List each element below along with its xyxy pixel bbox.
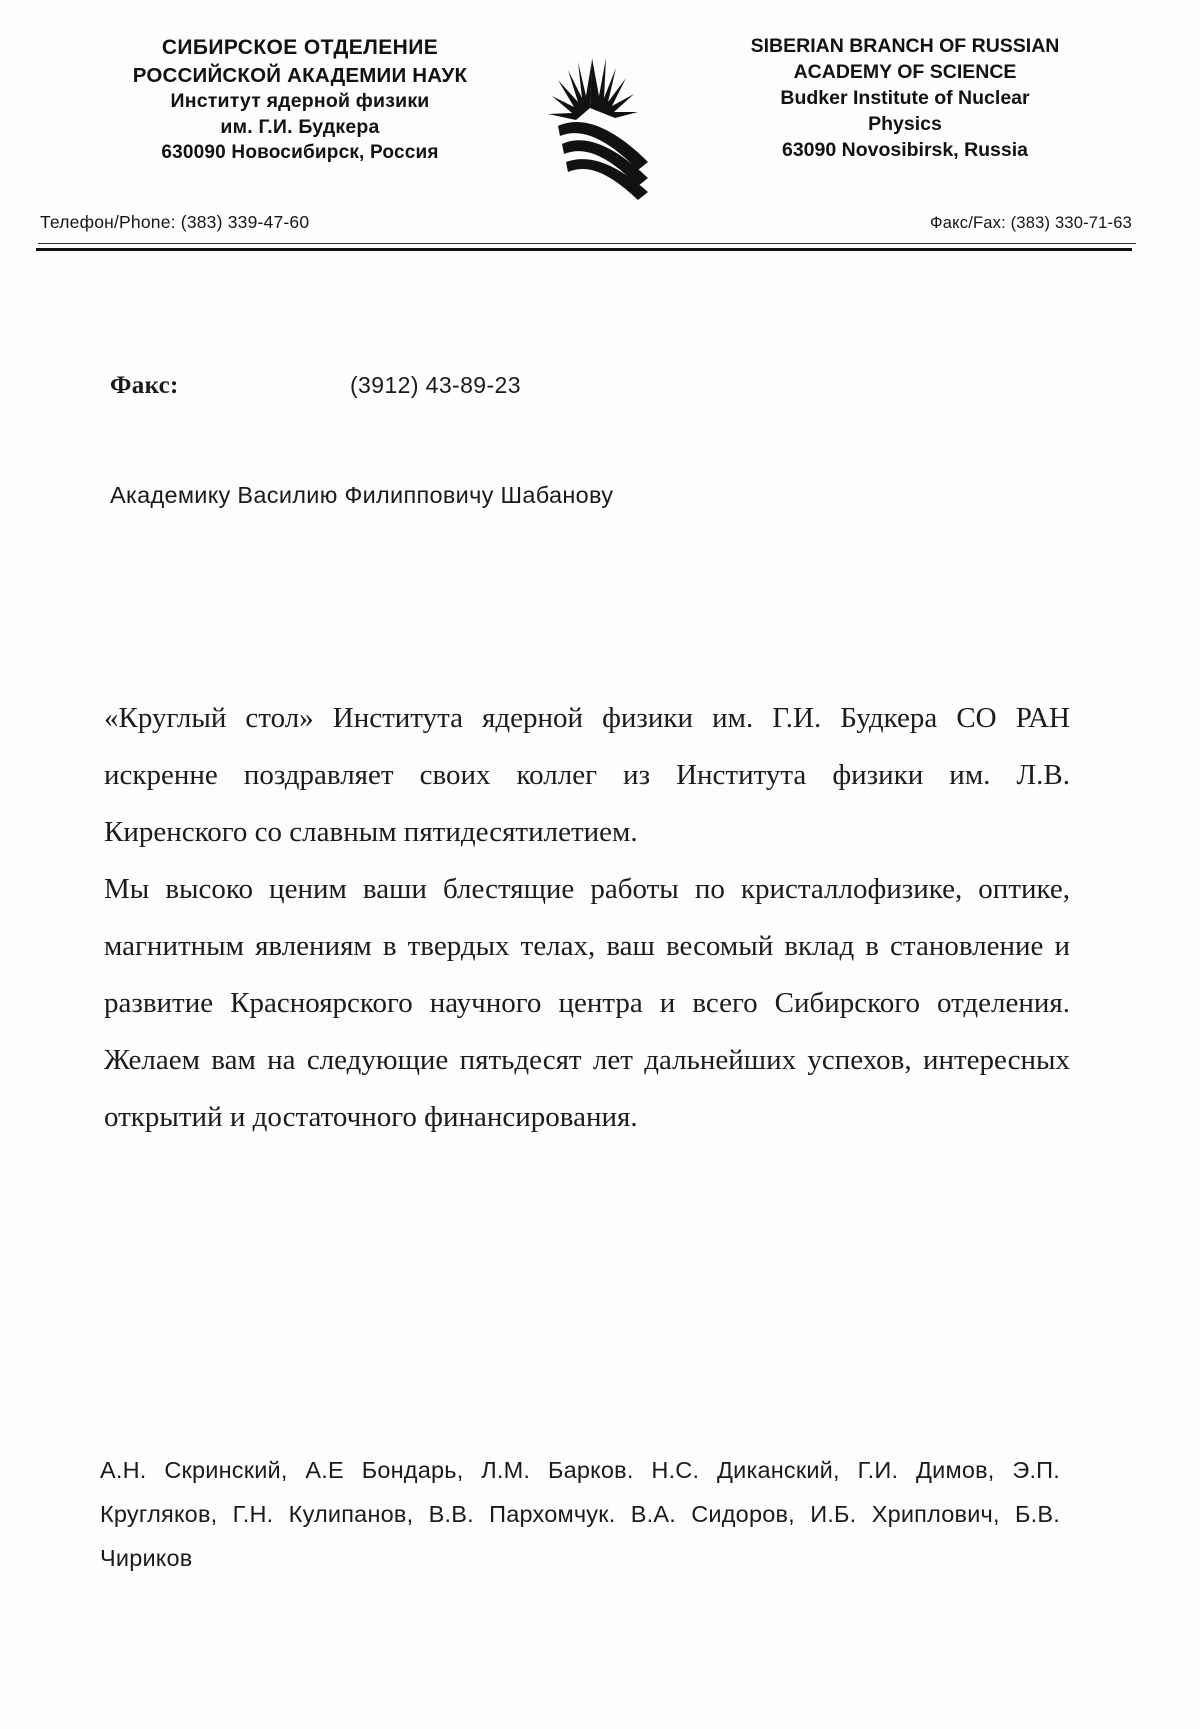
header-rule-thick	[36, 248, 1132, 251]
letterhead-ru-line4: им. Г.И. Будкера	[220, 115, 380, 138]
fax-label: Факс:	[110, 372, 179, 399]
letterhead-en-line1: SIBERIAN BRANCH OF RUSSIAN	[750, 35, 1060, 57]
letterhead-en-line5: 63090 Novosibirsk, Russia	[781, 138, 1029, 161]
header-rule-thin	[38, 243, 1136, 244]
letterhead-english	[680, 34, 1140, 164]
addressee-line: Академику Василию Филипповичу Шабанову	[110, 482, 614, 508]
letter-body	[104, 690, 1070, 1146]
letterhead-russian	[60, 34, 510, 165]
letterhead-ru-line2: РОССИЙСКОЙ АКАДЕМИИ НАУК	[132, 63, 468, 87]
institute-logo	[510, 34, 680, 200]
letterhead-ru-line1: СИБИРСКОЕ ОТДЕЛЕНИЕ	[161, 36, 439, 59]
fax-block	[110, 372, 521, 400]
letterhead-en-line3: Budker Institute of Nuclear	[780, 86, 1030, 109]
letterhead-ru-line5: 630090 Новосибирск, Россия	[161, 142, 439, 164]
body-paragraph-1: «Круглый стол» Института ядерной физики им. Г.И. Будкера СО РАН искренне поздравляет своих коллег из Института физики им. Л.В. Киренского со славным пятидесятилетием.	[104, 702, 1070, 848]
letterhead-ru-line3: Институт ядерной физики	[170, 89, 430, 112]
letterhead-en-line4: Physics	[868, 112, 942, 135]
contact-row	[36, 212, 1146, 260]
signatories-text: А.Н. Скринский, А.Е Бондарь, Л.М. Барков. Н.С. Диканский, Г.И. Димов, Э.П. Кругляков, Г.Н. Кулипанов, В.В. Пархомчук. В.А. Сидоров, И.Б. Хриплович, Б.В. Чириков	[100, 1457, 1060, 1571]
body-paragraph-2: Мы высоко ценим ваши блестящие работы по кристаллофизике, оптике, магнитным явлениям в твердых телах, ваш весомый вклад в становление и развитие Красноярского научного центра и всего Сибирского отделения. Желаем вам на следующие пятьдесят лет дальнейших успехов, интересных открытий и достаточного финансирования.	[104, 873, 1070, 1133]
signatories	[100, 1448, 1060, 1580]
fax-number: (3912) 43-89-23	[350, 372, 521, 398]
fax-text: Факс/Fax: (383) 330-71-63	[930, 214, 1132, 232]
letterhead-en-line2: ACADEMY OF SCIENCE	[793, 60, 1017, 83]
letterhead	[0, 34, 1200, 200]
phone-text: Телефон/Phone: (383) 339-47-60	[40, 212, 310, 232]
